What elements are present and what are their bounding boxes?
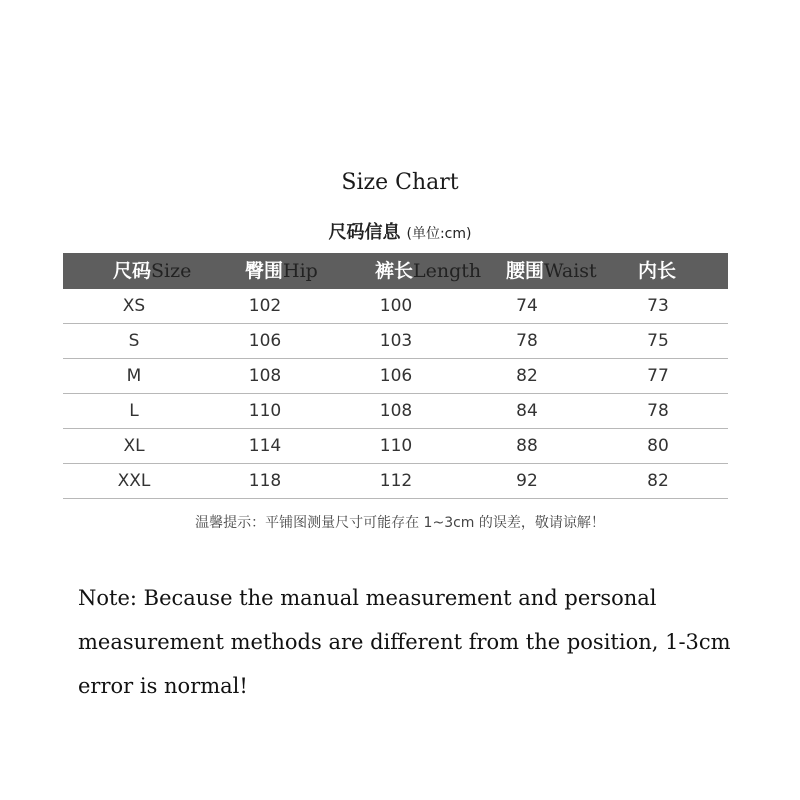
header-length-cn: 裤长 [375,260,414,282]
cell-size: S [128,331,140,351]
table-row [63,289,728,324]
header-length [375,253,481,289]
header-length-en: Length [413,260,482,282]
header-waist [506,253,597,289]
cell-hip: 114 [248,436,282,456]
measurement-note: Note: Because the manual measurement and personal measurement methods are different from the position, 1-3cm error is normal! [78,586,731,698]
header-size-cn: 尺码 [113,260,152,282]
size-info-subtitle [0,218,800,244]
header-hip-en: Hip [283,260,318,282]
cell-hip: 108 [248,366,282,386]
size-chart-title: Size Chart [341,170,459,195]
header-size [113,253,191,289]
cell-waist: 78 [516,331,538,351]
cell-inseam: 82 [647,471,669,491]
cell-inseam: 78 [647,401,669,421]
cell-inseam: 80 [647,436,669,456]
cell-size: M [126,366,142,386]
table-row [63,429,728,464]
table-row [63,464,728,499]
cell-waist: 74 [516,296,538,316]
cell-waist: 92 [516,471,538,491]
cell-hip: 110 [248,401,282,421]
header-hip-cn: 臀围 [245,260,284,282]
cell-length: 108 [379,401,413,421]
table-row [63,359,728,394]
cell-size: L [129,401,139,421]
cell-inseam: 77 [647,366,669,386]
cell-length: 103 [379,331,413,351]
header-waist-cn: 腰围 [506,260,545,282]
cell-inseam: 73 [647,296,669,316]
cell-waist: 84 [516,401,538,421]
cell-hip: 118 [248,471,282,491]
cell-hip: 106 [248,331,282,351]
cell-length: 106 [379,366,413,386]
cell-size: XXL [117,471,151,491]
subtitle-text: 尺码信息 [328,222,401,243]
cell-length: 112 [379,471,413,491]
table-row [63,324,728,359]
cell-length: 110 [379,436,413,456]
cell-waist: 82 [516,366,538,386]
subtitle-unit: (单位:cm) [406,226,472,242]
header-inseam-cn: 内长 [638,260,677,282]
table-row [63,394,728,429]
cell-size: XS [122,296,146,316]
size-table [63,253,728,499]
header-waist-en: Waist [544,260,597,282]
cell-inseam: 75 [647,331,669,351]
cell-size: XL [123,436,145,456]
header-hip [245,253,318,289]
cell-length: 100 [379,296,413,316]
cell-hip: 102 [248,296,282,316]
measurement-tip-cn: 温馨提示：平铺图测量尺寸可能存在 1~3cm 的误差，敬请谅解！ [195,515,605,531]
cell-waist: 88 [516,436,538,456]
header-size-en: Size [151,260,192,282]
header-inseam [638,253,676,289]
table-header [63,253,728,289]
